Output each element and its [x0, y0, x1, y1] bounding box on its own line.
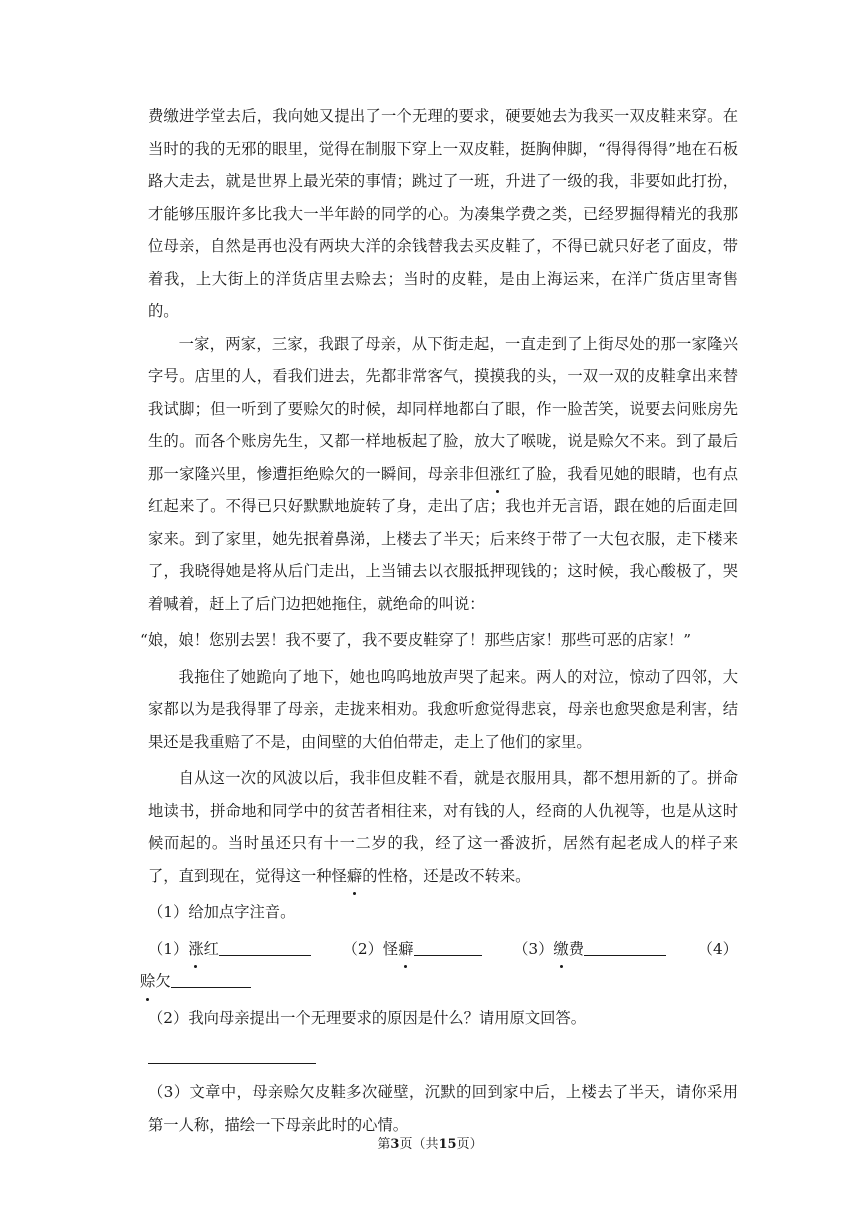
pinyin-item-emph-char: 赊 — [140, 965, 155, 998]
pinyin-item-number: （3） — [513, 939, 554, 958]
pinyin-item-char: 红 — [203, 939, 219, 958]
pinyin-item-3 — [513, 933, 666, 966]
paragraph-4-text-b: 的性格，还是改不转来。 — [362, 866, 531, 885]
footer-suffix: 页） — [456, 1137, 483, 1152]
pinyin-item-emph-char: 癖 — [398, 933, 413, 966]
pinyin-item-4-number: （4） — [697, 939, 738, 958]
pinyin-answer-blank[interactable] — [171, 972, 251, 988]
paragraph-2-text-b: 红了脸，我看见她的眼睛，也有点红起来了。不得已只好默默地旋转了身，走出了店；我也并无言语，跟在她的后面走回家来。到了家里，她先抿着鼻涕，上楼去了半天；后来终于带了一大包衣服，走下楼来了，我晓得她是将从后门走出，上当铺去以衣服抵押现钱的；这时候，我心酸极了，哭着喊着，赶上了后门边把她拖住，就绝命的叫说： — [148, 464, 738, 613]
footer-total-pages: 15 — [438, 1137, 457, 1152]
pinyin-item-number: （1） — [148, 939, 189, 958]
pinyin-item-emph-char: 涨 — [188, 933, 203, 966]
pinyin-item-char: 怪 — [382, 939, 399, 958]
pinyin-item-number: （2） — [342, 939, 383, 958]
pinyin-answer-blank[interactable] — [219, 939, 311, 955]
question-3: （3）文章中，母亲赊欠皮鞋多次碰壁，沉默的回到家中后，上楼去了半天，请你采用第一人称，描绘一下母亲此时的心情。 — [148, 1083, 738, 1134]
question-2: （2）我向母亲提出一个无理要求的原因是什么？请用原文回答。 — [148, 1008, 587, 1027]
footer-middle: 页（共 — [399, 1137, 439, 1152]
pinyin-answer-blank[interactable] — [414, 939, 482, 955]
paragraph-4 — [148, 762, 738, 892]
pinyin-item-char: 费 — [568, 939, 585, 958]
document-page — [140, 100, 738, 1141]
footer-prefix: 第 — [377, 1137, 391, 1152]
pinyin-answers-row — [148, 933, 738, 966]
paragraph-2 — [148, 328, 738, 621]
page-footer — [0, 1136, 860, 1154]
pinyin-item-emph-char: 缴 — [553, 933, 568, 966]
paragraph-2-text-a: 一家，两家，三家，我跟了母亲，从下街走起，一直走到了上街尽处的那一家隆兴字号。店里的人，看我们进去，先都非常客气，摸摸我的头，一双一双的皮鞋拿出来替我试脚；但一听到了要赊欠的时候，却同样地都白了眼，作一脸苦笑，说要去问账房先生的。而各个账房先生，又都一样地板起了脸，放大了喉咙，说是赊欠不来。到了最后那一家隆兴里，惨遭拒绝赊欠的一瞬间，母亲非但 — [148, 334, 738, 483]
emphasis-char-pi: 癖 — [347, 860, 362, 893]
footer-page-number: 3 — [390, 1137, 400, 1152]
emphasis-char-zhang: 涨 — [490, 458, 505, 491]
pinyin-item-2 — [343, 933, 482, 966]
question-2-answer-line[interactable] — [148, 1062, 316, 1064]
pinyin-answer-blank[interactable] — [584, 939, 666, 955]
paragraph-3: 我拖住了她跪向了地下，她也呜呜地放声哭了起来。两人的对泣，惊动了四邻，大家都以为是我得罪了母亲，走拢来相劝。我愈听愈觉得悲哀，母亲也愈哭愈是利害，结果还是我重赔了不是，由间壁的大伯伯带走，走上了他们的家里。 — [148, 667, 738, 751]
paragraph-4-text-a: 自从这一次的风波以后，我非但皮鞋不看，就是衣服用具，都不想用新的了。拼命地读书，拼命地和同学中的贫苦者相往来，对有钱的人，经商的人仇视等，也是从这时候而起的。当时虽还只有十一二岁的我，经了这一番波折，居然有起老成人的样子来了，直到现在，觉得这一种怪 — [148, 769, 738, 885]
pinyin-item-1 — [148, 933, 311, 966]
pinyin-item-char: 欠 — [155, 972, 171, 990]
paragraph-1: 费缴进学堂去后，我向她又提出了一个无理的要求，硬要她去为我买一双皮鞋来穿。在当时的我的无邪的眼里，觉得在制服下穿上一双皮鞋，挺胸伸脚，“得得得得”地在石板路大走去，就是世界上最光荣的事情；跳过了一班，升进了一级的我，非要如此打扮，才能够压服许多比我大一半年龄的同学的心。为凑集学费之类，已经罗掘得精光的我那位母亲，自然是再也没有两块大洋的余钱替我去买皮鞋了，不得已就只好老了面皮，带着我，上大街上的洋货店里去赊去；当时的皮鞋，是由上海运来，在洋广货店里寄售的。 — [148, 107, 738, 320]
dialogue-quote: “娘，娘！您别去罢！我不要了，我不要皮鞋穿了！那些店家！那些可恶的店家！” — [140, 631, 692, 649]
question-1: （1）给加点字注音。 — [148, 903, 296, 921]
pinyin-item-4 — [140, 965, 738, 998]
